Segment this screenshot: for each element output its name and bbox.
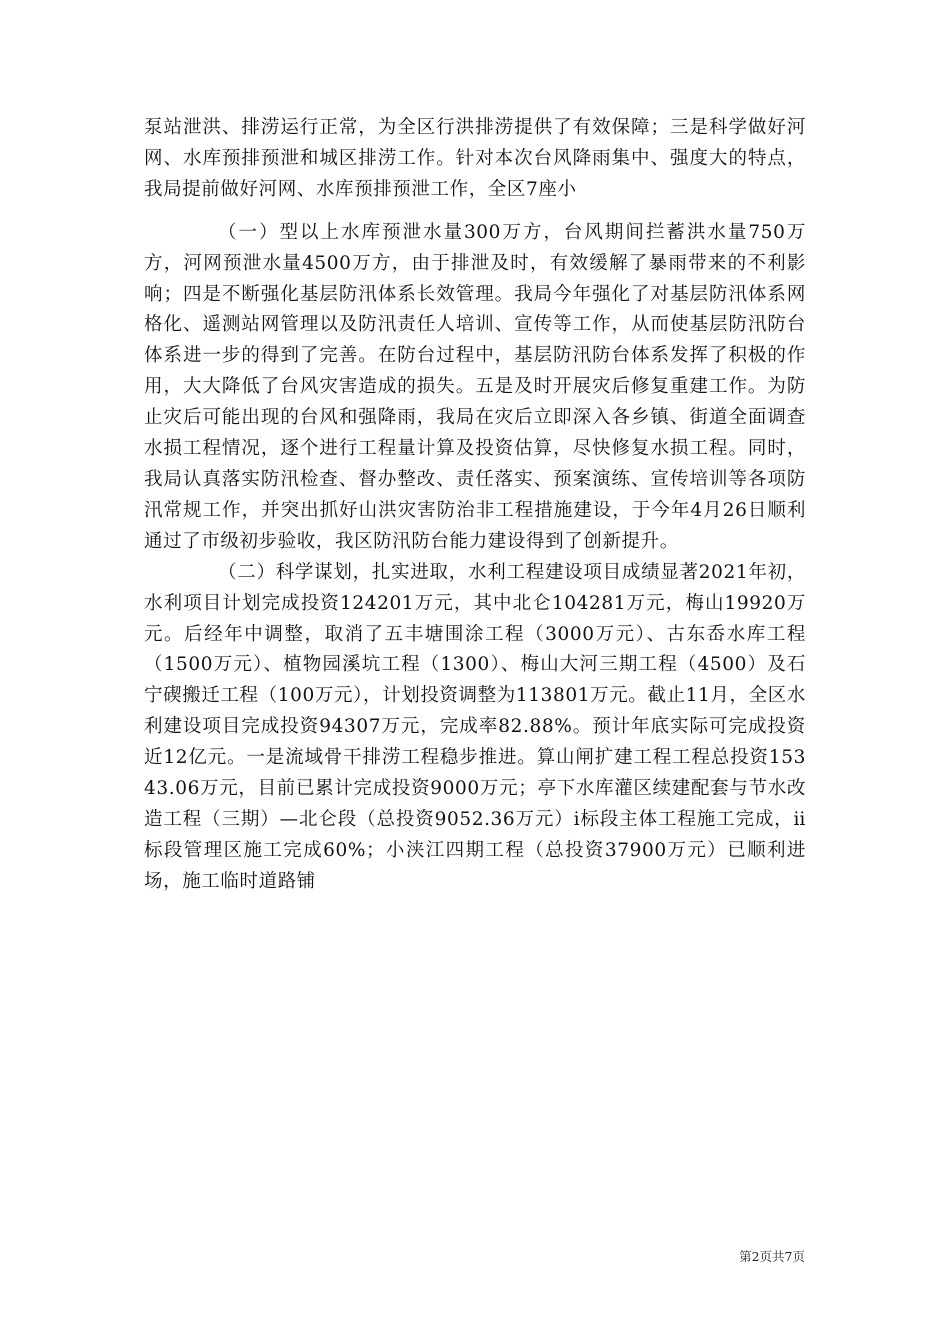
paragraph-section-2: （二）科学谋划，扎实进取，水利工程建设项目成绩显著2021年初，水利项目计划完成投资124201万元，其中北仑104281万元，梅山19920万元。后经年中调整，取消了五丰塘围涂工程（3000万元）、古东岙水库工程（1500万元）、植物园溪坑工程（1300）、梅山大河三期工程（4500）及石宁碶搬迁工程（100万元），计划投资调整为113801万元。截止11月，全区水利建设项目完成投资94307万元，完成率82.88%。预计年底实际可完成投资近12亿元。一是流域骨干排涝工程稳步推进。算山闸扩建工程工程总投资15343.06万元，目前已累计完成投资9000万元；亭下水库灌区续建配套与节水改造工程（三期）—北仑段（总投资9052.36万元）ⅰ标段主体工程施工完成，ⅱ标段管理区施工完成60%；小浃江四期工程（总投资37900万元）已顺利进场，施工临时道路铺: [144, 561, 806, 892]
paragraph-continued: 泵站泄洪、排涝运行正常，为全区行洪排涝提供了有效保障；三是科学做好河网、水库预排预泄和城区排涝工作。针对本次台风降雨集中、强度大的特点，我局提前做好河网、水库预排预泄工作，全区7座小: [144, 117, 806, 200]
page-number-footer: 第2页共7页: [739, 1249, 805, 1264]
document-body: [144, 113, 806, 898]
paragraph-section-1: （一）型以上水库预泄水量300万方，台风期间拦蓄洪水量750万方，河网预泄水量4500万方，由于排泄及时，有效缓解了暴雨带来的不利影响；四是不断强化基层防汛体系长效管理。我局今年强化了对基层防汛体系网格化、遥测站网管理以及防汛责任人培训、宣传等工作，从而使基层防汛防台体系进一步的得到了完善。在防台过程中，基层防汛防台体系发挥了积极的作用，大大降低了台风灾害造成的损失。五是及时开展灾后修复重建工作。为防止灾后可能出现的台风和强降雨，我局在灾后立即深入各乡镇、街道全面调查水损工程情况，逐个进行工程量计算及投资估算，尽快修复水损工程。同时，我局认真落实防汛检查、督办整改、责任落实、预案演练、宣传培训等各项防汛常规工作，并突出抓好山洪灾害防治非工程措施建设，于今年4月26日顺利通过了市级初步验收，我区防汛防台能力建设得到了创新提升。: [144, 221, 806, 552]
